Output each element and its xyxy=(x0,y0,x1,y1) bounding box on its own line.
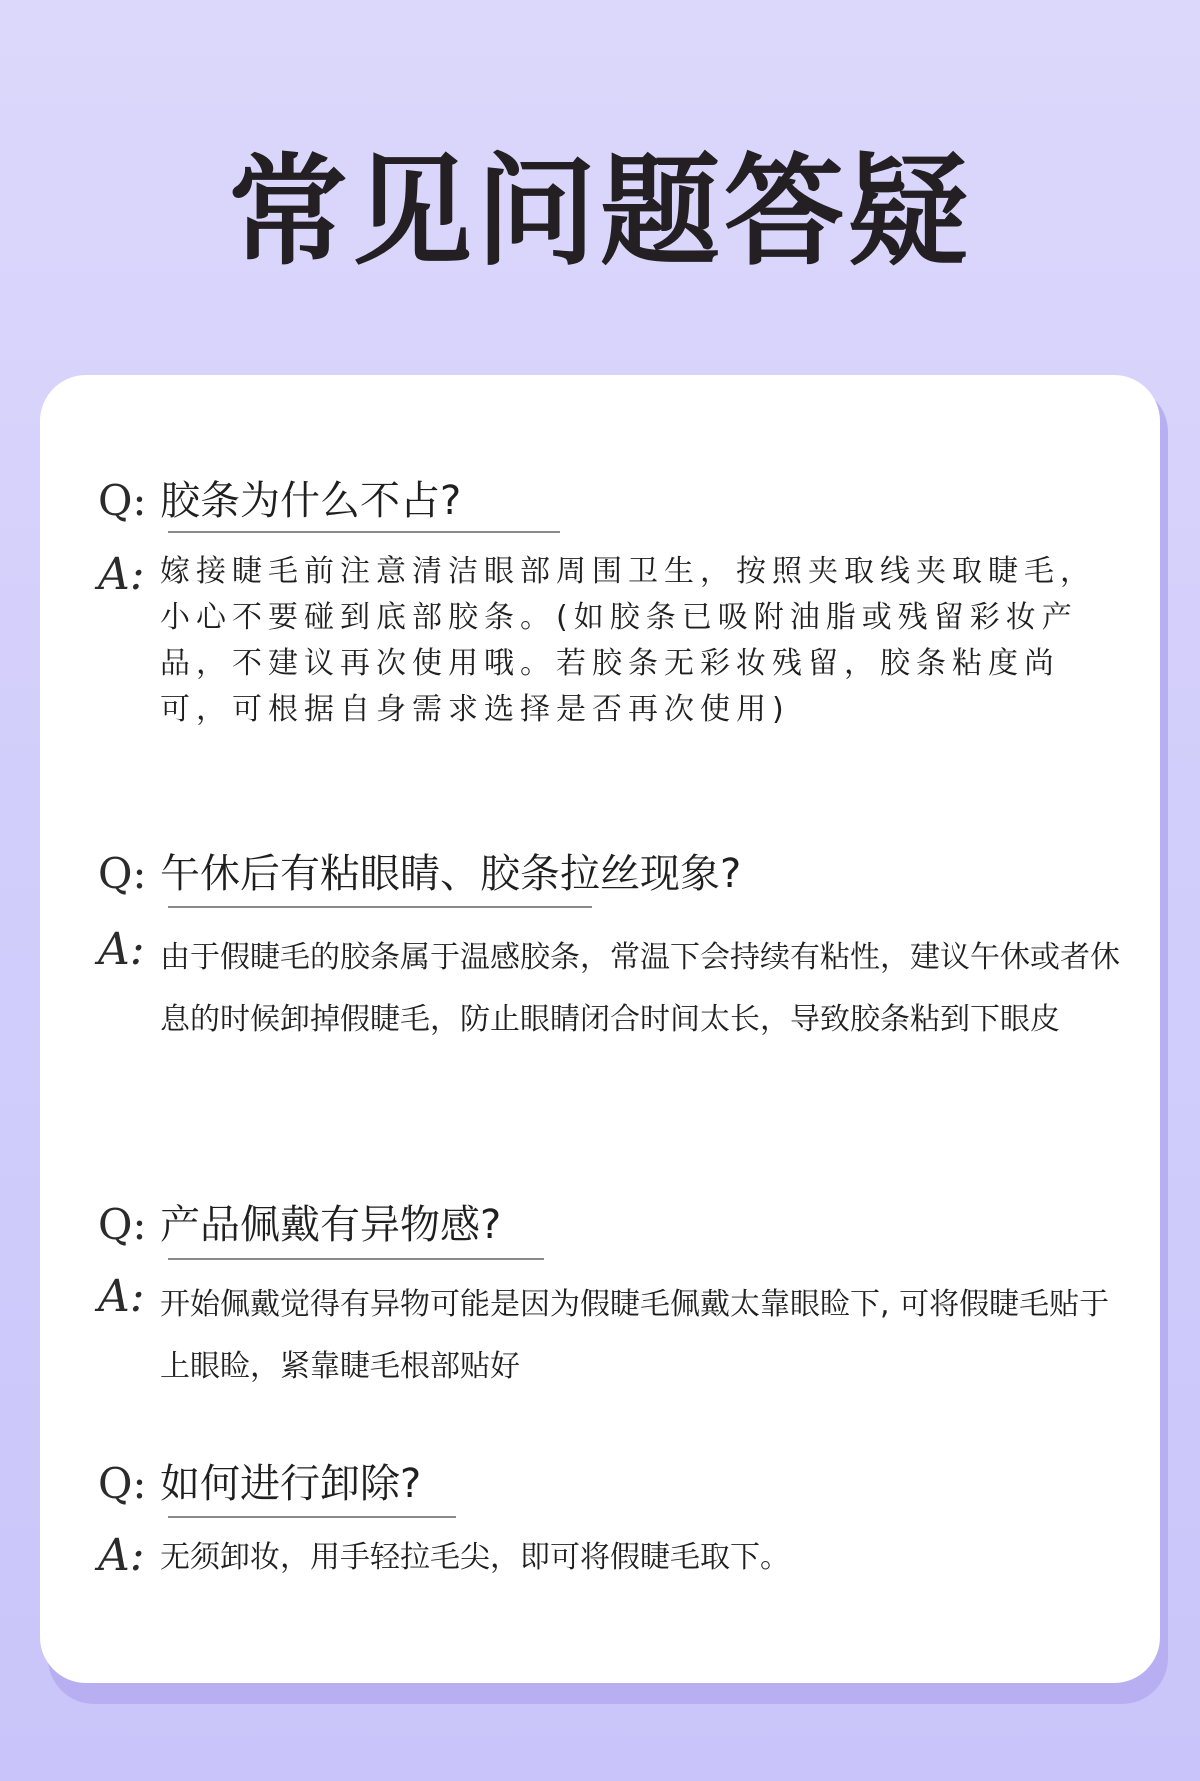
answer-text: 无须卸妆，用手轻拉毛尖，即可将假睫毛取下。 xyxy=(160,1540,790,1575)
question-underline xyxy=(168,906,592,908)
question-text: 午休后有粘眼睛、胶条拉丝现象? xyxy=(160,851,742,897)
faq-card xyxy=(40,375,1160,1683)
question-text: 如何进行卸除? xyxy=(160,1461,422,1507)
answer-marker: A: xyxy=(98,549,145,600)
answer-text: 开始佩戴觉得有异物可能是因为假睫毛佩戴太靠眼睑下, 可将假睫毛贴于上眼睑，紧靠睫毛根部贴好 xyxy=(160,1287,1110,1384)
question-marker: Q: xyxy=(98,476,147,525)
question-text: 产品佩戴有异物感? xyxy=(160,1202,502,1248)
question-underline xyxy=(168,1258,544,1260)
page-title: 常见问题答疑 xyxy=(228,143,972,282)
question-underline xyxy=(168,1516,456,1518)
answer-text: 由于假睫毛的胶条属于温感胶条，常温下会持续有粘性，建议午休或者休息的时候卸掉假睫毛，防止眼睛闭合时间太长，导致胶条粘到下眼皮 xyxy=(160,940,1120,1037)
question-marker: Q: xyxy=(98,1200,147,1249)
question-underline xyxy=(168,531,560,533)
question-marker: Q: xyxy=(98,1459,147,1508)
answer-marker: A: xyxy=(98,924,145,975)
answer-marker: A: xyxy=(98,1530,145,1581)
answer-text: 嫁接睫毛前注意清洁眼部周围卫生，按照夹取线夹取睫毛，小心不要碰到底部胶条。(如胶条已吸附油脂或残留彩妆产品，不建议再次使用哦。若胶条无彩妆残留，胶条粘度尚可，可根据自身需求选择是否再次使用) xyxy=(160,554,1096,727)
question-marker: Q: xyxy=(98,849,147,898)
answer-marker: A: xyxy=(98,1271,145,1322)
question-text: 胶条为什么不占? xyxy=(160,478,462,524)
